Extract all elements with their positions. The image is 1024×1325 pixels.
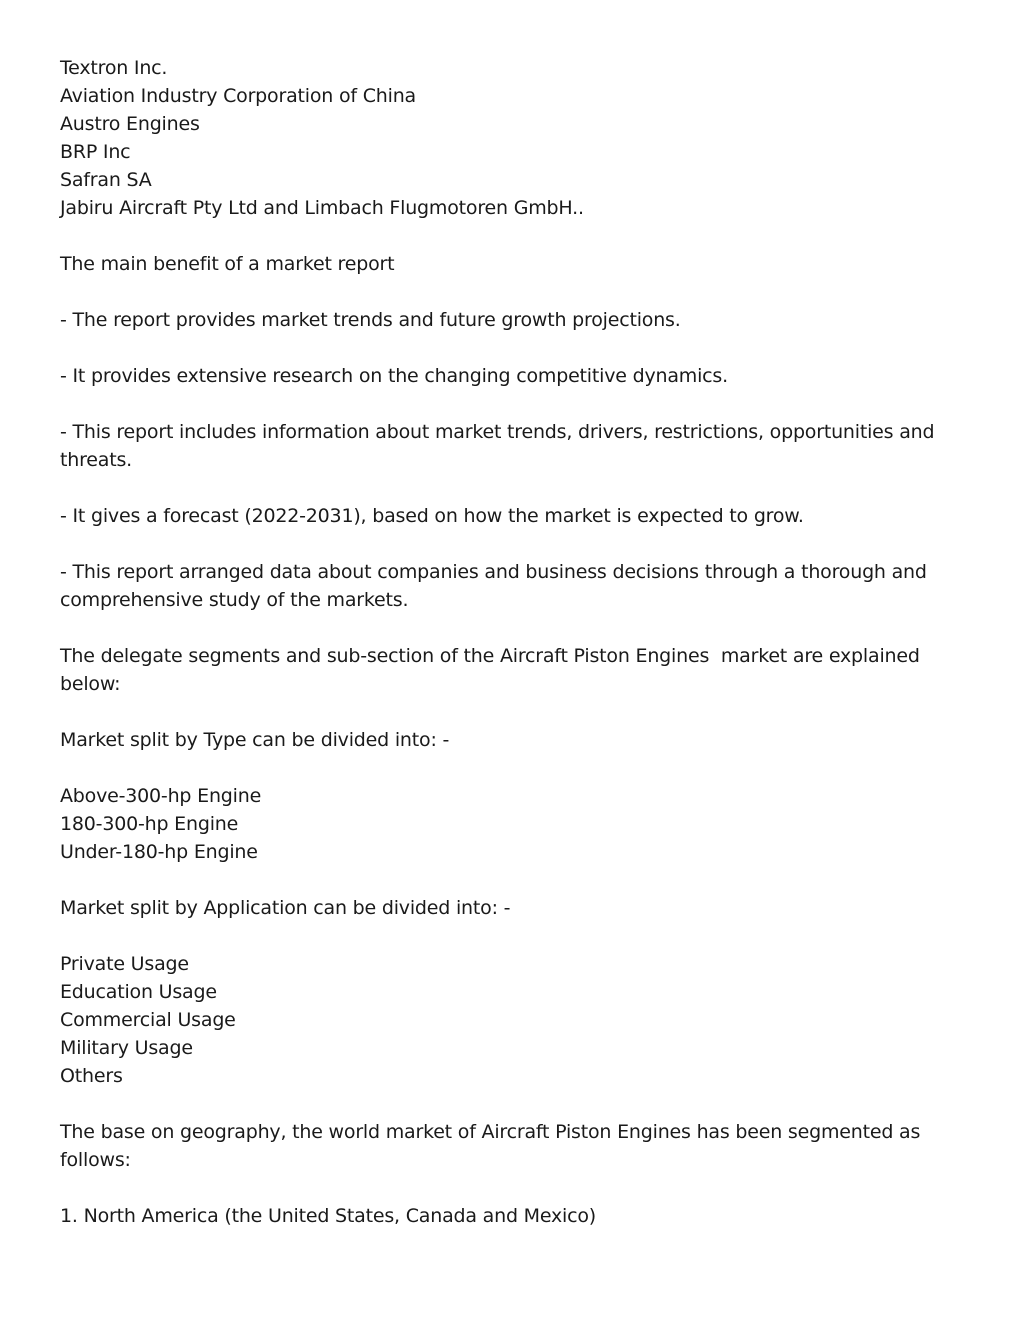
company-list <box>60 54 960 222</box>
benefit-item: - It gives a forecast (2022-2031), based on how the market is expected to grow. <box>60 505 804 527</box>
company-item: Textron Inc. <box>60 57 168 79</box>
company-item: Safran SA <box>60 169 152 191</box>
spacer <box>60 334 960 362</box>
application-item: Education Usage <box>60 981 217 1003</box>
application-item: Military Usage <box>60 1037 193 1059</box>
spacer <box>60 390 960 418</box>
application-item: Private Usage <box>60 953 189 975</box>
type-item: Under-180-hp Engine <box>60 841 258 863</box>
spacer <box>60 1090 960 1118</box>
application-list <box>60 950 960 1090</box>
spacer <box>60 474 960 502</box>
geography-item: 1. North America (the United States, Canada and Mexico) <box>60 1205 597 1227</box>
geography-intro: The base on geography, the world market of Aircraft Piston Engines has been segmented as follows: <box>60 1121 927 1171</box>
spacer <box>60 866 960 894</box>
benefit-item: - This report arranged data about companies and business decisions through a thorough and comprehensive study of the markets. <box>60 561 933 611</box>
benefit-item: - This report includes information about market trends, drivers, restrictions, opportunities and threats. <box>60 421 941 471</box>
document-page <box>60 54 960 1230</box>
company-item: BRP Inc <box>60 141 131 163</box>
spacer <box>60 222 960 250</box>
spacer <box>60 754 960 782</box>
benefit-item: - The report provides market trends and future growth projections. <box>60 309 681 331</box>
application-split-heading: Market split by Application can be divided into: - <box>60 897 511 919</box>
spacer <box>60 1174 960 1202</box>
company-item: Jabiru Aircraft Pty Ltd and Limbach Flugmotoren GmbH.. <box>60 197 584 219</box>
spacer <box>60 530 960 558</box>
company-item: Austro Engines <box>60 113 200 135</box>
benefits-heading: The main benefit of a market report <box>60 253 395 275</box>
spacer <box>60 698 960 726</box>
spacer <box>60 922 960 950</box>
type-list <box>60 782 960 866</box>
application-item: Others <box>60 1065 123 1087</box>
type-split-heading: Market split by Type can be divided into: - <box>60 729 450 751</box>
spacer <box>60 278 960 306</box>
segments-intro: The delegate segments and sub-section of the Aircraft Piston Engines market are explained below: <box>60 645 926 695</box>
type-item: 180-300-hp Engine <box>60 813 239 835</box>
benefit-item: - It provides extensive research on the changing competitive dynamics. <box>60 365 728 387</box>
company-item: Aviation Industry Corporation of China <box>60 85 416 107</box>
spacer <box>60 614 960 642</box>
type-item: Above-300-hp Engine <box>60 785 262 807</box>
application-item: Commercial Usage <box>60 1009 236 1031</box>
